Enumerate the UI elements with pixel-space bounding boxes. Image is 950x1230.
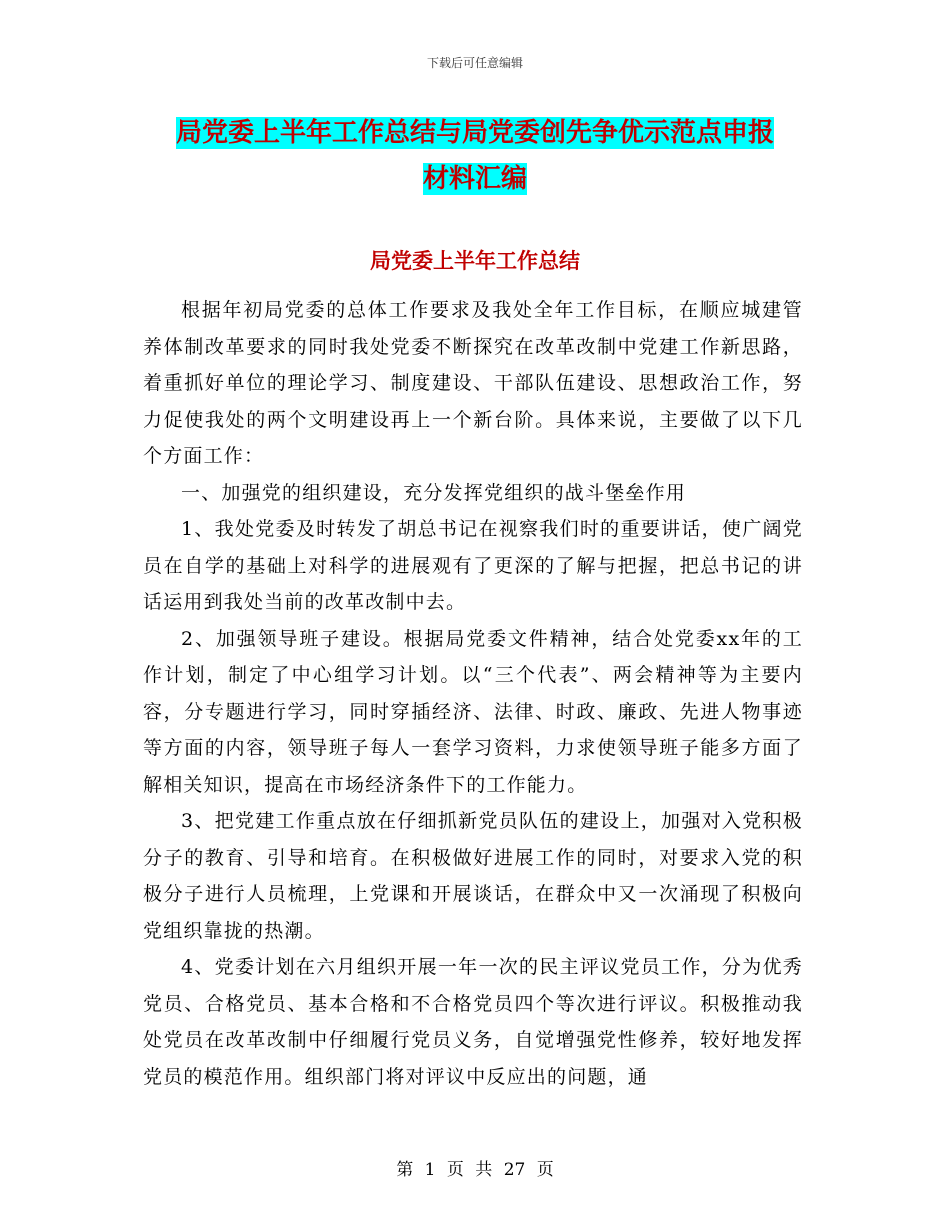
header-note: 下载后可任意编辑 [426,56,523,70]
page-footer: 第 1 页 共 27 页 [396,1160,554,1180]
section-title: 局党委上半年工作总结 [370,248,580,273]
body-text [143,292,803,1095]
document-title-line-2: 材料汇编 [422,164,527,194]
document-title-line-1: 局党委上半年工作总结与局党委创先争优示范点申报 [175,118,774,148]
paragraph: 一、加强党的组织建设，充分发挥党组织的战斗堡垒作用 [181,481,687,504]
paragraph: 根据年初局党委的总体工作要求及我处全年工作目标，在顺应城建管养体制改革要求的同时我处党委不断探究在改革改制中党建工作新思路，着重抓好单位的理论学习、制度建设、干部队伍建设、思想政治工作，努力促使我处的两个文明建设再上一个新台阶。具体来说，主要做了以下几个方面工作： [143,299,803,467]
document-title [0,110,950,202]
paragraph: 3、把党建工作重点放在仔细抓新党员队伍的建设上，加强对入党积极分子的教育、引导和培育。在积极做好进展工作的同时，对要求入党的积极分子进行人员梳理，上党课和开展谈话，在群众中又一次涌现了积极向党组织靠拢的热潮。 [143,810,803,942]
paragraph: 1、我处党委及时转发了胡总书记在视察我们时的重要讲话，使广阔党员在自学的基础上对科学的进展观有了更深的了解与把握，把总书记的讲话运用到我处当前的改革改制中去。 [143,518,803,613]
paragraph: 4、党委计划在六月组织开展一年一次的民主评议党员工作，分为优秀党员、合格党员、基本合格和不合格党员四个等次进行评议。积极推动我处党员在改革改制中仔细履行党员义务，自觉增强党性修养，较好地发挥党员的模范作用。组织部门将对评议中反应出的问题，通 [143,956,803,1088]
paragraph: 2、加强领导班子建设。根据局党委文件精神，结合处党委xx年的工作计划，制定了中心组学习计划。以“三个代表”、两会精神等为主要内容，分专题进行学习，同时穿插经济、法律、时政、廉政、先进人物事迹等方面的内容，领导班子每人一套学习资料，力求使领导班子能多方面了解相关知识，提高在市场经济条件下的工作能力。 [143,627,803,796]
